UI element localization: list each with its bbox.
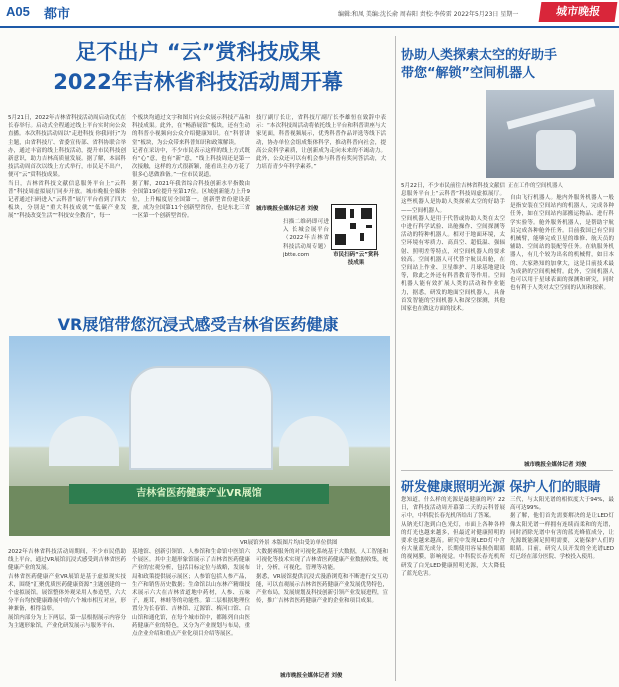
robot-arm — [506, 98, 595, 129]
hall-wing-right — [279, 416, 349, 466]
page-header — [0, 0, 619, 28]
section-label: 都市 — [44, 7, 71, 22]
vr-column-2: 基地馆、创新引领馆、人参馆和生命馆中医馆六个展区。其中主题形象馆展示了吉林省医药健康产业的宏观分析，包括目标定位与战略，发展布局和政策提供展示展区；人参馆包括人参产品，生产和销售历史数据；生命馆以山东林产精细技术展示六大在吉林省道地中药材，人参、五味子，鹿茸，林蛙等的功能性。第二层根据地理位置分为长春馆、吉林馆、辽源馆、梅河口馆、白山馆和通化馆，在每个城市馆中，都陈列自由医药健康产业的特色，又分为产业规划与布局，重点企业介绍和重点产业化项目介绍等展区。 — [132, 549, 250, 638]
article-column-1: 5月21日，2022年吉林省科技活动周启动仪式在长春举行。启动式全程通过线上平台实时向公众直播。本次科技活动周以“走进科技 你我同行”为主题，由省科技厅、省委宣传部、省科协联合举办，通过丰富的线上科技活动，提升市民科技创新意识，助力吉林高质量发展。据了解，本届科技活动周首次以线上方式举行，市民足不出户，便可“云”赏科技成果。 当日，吉林省科技文献信息服务平台上“云科普”科技周虚拟展厅同步开放。城市晚报全媒体记者通过扫码进入“云科普”展厅平台看到了四大板块，分别是“重大科技成就”“低碳产业发展”“科技改变生活”“科技安全教育”，每一 — [8, 115, 126, 220]
hall-building — [129, 366, 273, 470]
qr-caption: 市民扫码“云”赏科技成果 — [333, 252, 379, 266]
hall-sign: 吉林省医药健康产业VR展馆 — [69, 484, 329, 504]
robot-column-2: 自由飞行机器人。舱内外服务机器人一般是指安装在空间站内的机器人，完成各种任务，如在空间站内部搬运物品、进行科学实验等。舱外服务机器人，是帮助宇航员完成各种舱外任务。目前我国已有空间机械臂，能够完成卫星的维修、航天员的辅助、空间站的装配等任务。在轨服务机器人，有几个较为出名的机械臂，如日本的、大家熟知的加拿大，这是目前技术最为成熟的空间机械臂。此外，空间机器人也可以用于星球表面的探测和研究，同时也有利于人类对太空空间的认知和探索。 — [510, 195, 614, 292]
robot-caption: 正在工作的空间机器人 — [508, 183, 564, 189]
page-number: A05 — [6, 4, 30, 19]
space-robot-photo — [486, 90, 614, 178]
light-column-1: 您知道，什么样的光源是最健康的吗？22日，省科技活动周开幕第二天的云科普展示中，中科院长春光机所给出了答案。 从钠光灯泡到白色光灯，市面上各种各样的灯光也越来越多，但最近对健康照明的要求也越来越高。研究中发现LED灯中含有大量蓝光成分，长期使用容易损伤眼睛的视网膜，影响视觉。中科院长春光机所研发了白光LED健康照明光源，大大降低了蓝光危害。 — [401, 497, 505, 577]
column-divider — [395, 36, 396, 681]
byline: 城市晚报全媒体记者 刘俊 — [256, 206, 319, 212]
vr-column-3: 大数据赛服务的对可视化系统基于大数据，人工智能和可视化等技术实现了吉林省医药健康产业数据收集，统计，分析，可视化，管理等功能。 据悉，VR展馆提供沉浸式漫游浏览和不断进行交互功能，可以直观展示吉林省医药健康产业发展优势特色，产业布局，发展规划及科技创新引领产业发展进程，宣传，推广吉林省医药健康产业的企业和项目成果。 — [256, 549, 388, 605]
hall-wing-left — [49, 416, 119, 466]
vr-hall-photo — [9, 336, 390, 536]
section-divider — [401, 470, 613, 471]
vr-byline: 城市晚报全媒体记者 刘俊 — [280, 673, 343, 679]
robot-byline: 城市晚报全媒体记者 刘俊 — [524, 462, 587, 468]
editor-meta: 编辑:和凤 美编:沈长俞 周春阳 责校:李传雷 2022年5月23日 星期一 — [338, 11, 519, 18]
headline-line-1: 足不出户 “云”赏科技成果 — [75, 40, 321, 64]
brand-logo: 城市晚报 — [539, 2, 618, 22]
light-headline: 研发健康照明光源 保护人们的眼睛 — [401, 480, 601, 495]
vr-column-1: 2022年吉林省科技活动周期间，不少市民借助线上平台，通过VR展馆沉浸式感受到吉林省医药健康产业的发展。 吉林省医药健康产业VR展馆是基于虚拟现实技术，围绕“汇聚优质医药健康资源”主题创建的一个虚拟展馆。展馆整体外观采用人参造型，六大分平台均按健康路展中的六个城市相互对应，形神兼备，相得益彰。 展馆内部分为上下两层，第一层根据展示内容分为主题形象馆，产业化研发展示与服务平台、 — [8, 549, 126, 629]
light-column-2: 三代，与太阳光谱的相似度大于94%，最高可达99%。 据了解，他们首先需要解决的是让LED灯像太阳光谱一样拥有连续而柔和的光谱，同时消除光谱中有害的蓝光峰值成分，让光源既能满足照明需要，又能保护人们的眼睛。目前，研究人员开发的全光谱LED灯已经在部分医院、学校投入使用。 — [510, 497, 614, 561]
photo-caption: VR展馆外景 本版图片均由受访单位供图 — [240, 540, 338, 546]
qr-code[interactable] — [331, 204, 377, 250]
article-column-2: 个板块均通过文字和图片向公众展示科技产品和科技成果。此外，在“畅游展馆”板块，还有生动的科普小视频向公众介绍健康知识。在“科普讲堂”板块，为公众带来科普知识和政策解读。 记者在采访中，不少市民表示这样的线上方式既有“心”意，也有“新”意，“线上科技周还是第一次接触，这样的方式很新颖，能看出主办方花了很多心思做准备。”一位市民说道。 据了解，2021年我省综合科技创新水平指数由全国第19位提升至第17位。区域创新能力上升9位，上升幅度居全国第一。创新型省份建设获批，成为全国第11个创新型省份，也是东北三省一区第一个创新型省份。 — [132, 115, 250, 220]
headline-line-2: 2022年吉林省科技活动周开幕 — [53, 70, 343, 94]
article-column-3: 技厅副厅长让，省科技厅副厅长李雄恒在致辞中表示：“本次科技周活动将依托线上平台和科普讲座与大家见面，科普视频展示，优秀科普作品评选等线下活动，协办单位会组成集体科学，推动科普向社会，提高公众科学素质，让创新成为走向未来的不竭动力。此外，公众还可以有机会参与科普有奖问答活动，大力培育青少年科学素养。” — [256, 115, 386, 171]
qr-side-text: 扫描二维码即可进入 长城会展平台（2022年吉林省科技活动周专题）jbtte.com — [283, 219, 329, 258]
robot-column-1: 5月22日，不少市民前往吉林省科技文献信息服务平台上“云科普”科技周虚拟展厅。这些机器人是协助人类探索太空的好助手——空间机器人。 空间机器人是用于代替或协助人类在太空中进行科学试验、出舱操作、空间探测等活动的特种机器人。相对于地面环境，太空环境有零质力、高真空、超低温、强辐射、照明差等特点，对空间机器人的要求较高。空间机器人可代替宇航员出舱，在空间站上作业、卫星维护、月球基地建设等，除此之外还有科普教育等作用。空间机器人能有效扩展人类的活动和作业能力，据悉，研发的地面空间机器人，具备首发智能的空间机器人和深空探测，其他国家也在做这方面的技术。 — [401, 183, 505, 313]
robot-body — [536, 130, 576, 170]
vr-headline: VR展馆带您沉浸式感受吉林省医药健康 — [57, 315, 339, 334]
robot-headline-2: 带您“解锁”空间机器人 — [401, 66, 536, 81]
robot-headline-1: 协助人类探索太空的好助手 — [401, 48, 558, 63]
